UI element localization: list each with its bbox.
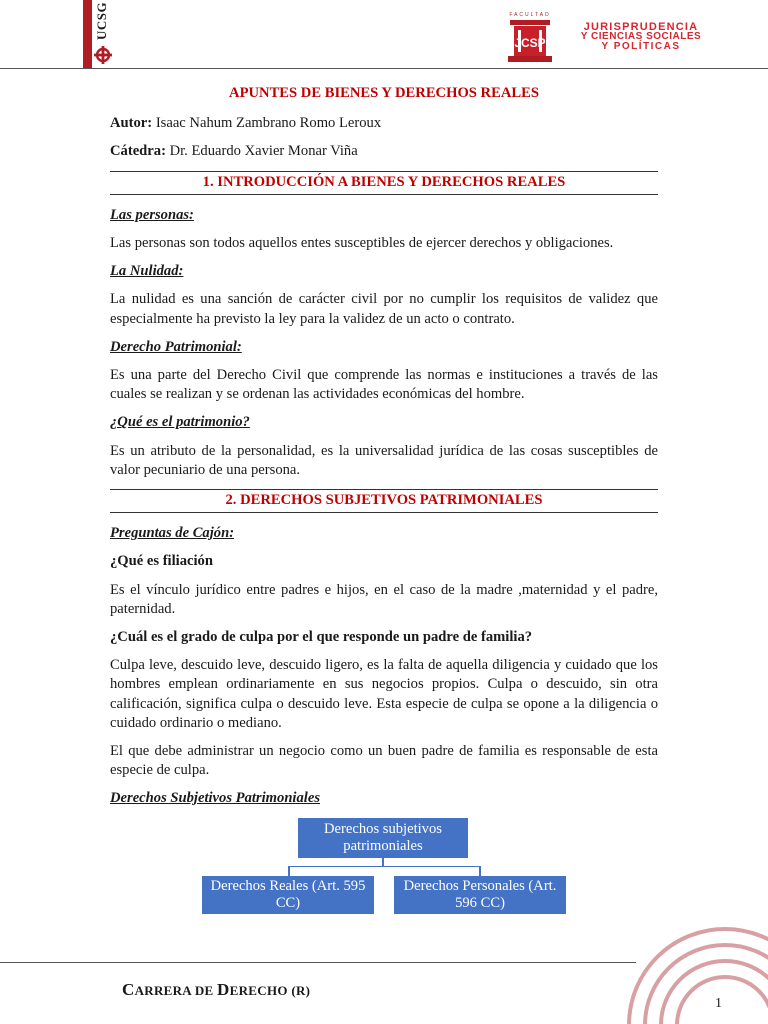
derecho-patrimonial-heading: Derecho Patrimonial: [110,338,242,355]
question-culpa: ¿Cuál es el grado de culpa por el que responde un padre de familia? [110,629,533,646]
diagram-connector-vertical [382,858,384,866]
author-line [110,114,658,133]
answer-culpa-extra: El que debe administrar un negocio como un buen padre de familia es responsable de esta especie de culpa. [110,743,658,779]
diagram-connector-right [479,866,481,876]
patrimonio-heading: ¿Qué es el patrimonio? [110,414,250,431]
preguntas-heading: Preguntas de Cajón: [110,525,235,542]
header-divider [0,68,768,69]
section-2-heading: 2. DERECHOS SUBJETIVOS PATRIMONIALES [110,489,658,513]
footer-arcs-decoration [620,905,768,1024]
author-label: Autor: [110,115,153,132]
diagram-reales-box: Derechos Reales (Art. 595 CC) [202,876,374,914]
page-number: 1 [715,996,722,1011]
facultad-line-1: JURISPRUDENCIA [583,21,699,33]
dsp-heading: Derechos Subjetivos Patrimoniales [110,790,320,807]
footer-carrera [122,980,310,1000]
facultad-name [576,22,706,52]
document-body [110,84,658,926]
footer-carrera-rest2: ERECHO (R) [229,983,311,998]
section-1-heading: 1. INTRODUCCIÓN A BIENES Y DERECHOS REALES [110,171,658,195]
footer-carrera-d: D [217,980,230,999]
ucsg-logo-text: UCSG [94,1,109,40]
facultad-label: FACULTAD [509,12,551,18]
chair-label: Cátedra: [110,143,166,160]
nulidad-heading: La Nulidad: [110,263,184,280]
facultad-line-3: Y POLÍTICAS [601,41,681,52]
footer-carrera-c: C [122,980,135,999]
jcsp-logo-icon [498,12,562,64]
ucsg-cross-icon [93,45,113,65]
diagram-personales-box: Derechos Personales (Art. 596 CC) [394,876,566,914]
nulidad-text: La nulidad es una sanción de carácter civil por no cumplir los requisitos de validez que especialmente ha previsto la ley para la validez de un acto o contrato. [110,291,658,327]
personas-heading: Las personas: [110,206,194,223]
question-filiacion: ¿Qué es filiación [110,553,213,570]
header-red-bar [83,0,92,68]
answer-filiacion: Es el vínculo jurídico entre padres e hijos, en el caso de la madre ,maternidad y el padre, paternidad. [110,581,658,617]
chair-line [110,142,658,161]
footer-carrera-rest1: ARRERA DE [134,983,218,998]
answer-culpa: Culpa leve, descuido leve, descuido ligero, es la falta de aquella diligencia y cuidado que los hombres emplean ordinariamente en sus negocios propios. Culpa o descuido, sin otra calificación, significa culpa o descuido leve. Esta especie de culpa se opone a la diligencia o cuidado ordinario o mediano. [110,657,658,731]
derecho-patrimonial-text: Es una parte del Derecho Civil que comprende las normas e instituciones a través de las cuales se realizan y se ordenan las actividades económicas del hombre. [110,367,658,403]
diagram-connector-left [288,866,290,876]
facultad-line-2: Y CIENCIAS SOCIALES [580,31,702,42]
author-name: Isaac Nahum Zambrano Romo Leroux [155,115,382,132]
document-title: APUNTES DE BIENES Y DERECHOS REALES [229,85,539,101]
jcsp-initials: JCSP [514,36,546,50]
personas-text: Las personas son todos aquellos entes susceptibles de ejercer derechos y obligaciones. [110,235,614,252]
diagram-root-box: Derechos subjetivos patrimoniales [298,818,468,858]
footer-divider [0,962,636,963]
chair-name: Dr. Eduardo Xavier Monar Viña [169,143,358,160]
rights-diagram [110,818,658,926]
patrimonio-text: Es un atributo de la personalidad, es la universalidad jurídica de las cosas susceptibles de valor pecuniario de una persona. [110,442,658,478]
diagram-connector-horizontal [288,866,480,868]
